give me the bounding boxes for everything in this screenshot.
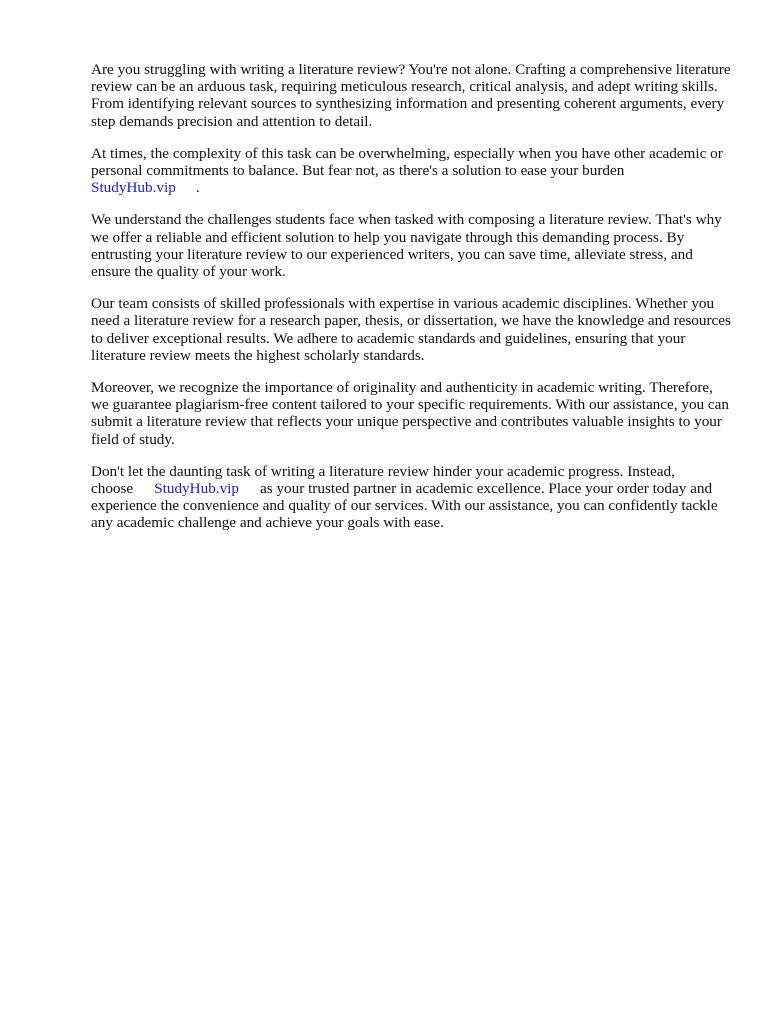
originality-paragraph: Moreover, we recognize the importance of originality and authenticity in academic writing. Therefore, we guarantee plagiarism-free content tailored to your specific requirements. With our assistance, you can submit a literature review that reflects your unique perspective and contributes valuable insights to your field of study.: [91, 379, 730, 448]
challenges-paragraph: We understand the challenges students face when tasked with composing a literature review. That's why we offer a reliable and efficient solution to help you navigate through this demanding process. By entrusting your literature review to our experienced writers, you can save time, alleviate stress, and ensure the quality of your work.: [91, 211, 722, 281]
studyhub-link-2[interactable]: StudyHub.vip: [154, 480, 239, 498]
burden-period: .: [195, 179, 200, 197]
studyhub-link[interactable]: StudyHub.vip: [91, 179, 176, 197]
burden-paragraph: [91, 145, 731, 197]
document-page: [91, 61, 731, 547]
closing-text-end: as your trusted partner in academic excellence. Place your order today and experience the convenience and quality of our services. With our assistance, you can confidently tackle any academic challenge and achieve your goals with ease.: [91, 480, 718, 532]
intro-paragraph: Are you struggling with writing a literature review? You're not alone. Crafting a comprehensive literature review can be an arduous task, requiring meticulous research, critical analysis, and adept writing skills. From identifying relevant sources to synthesizing information and presenting coherent arguments, every step demands precision and attention to detail.: [91, 61, 731, 130]
closing-paragraph: [91, 463, 731, 532]
team-paragraph: Our team consists of skilled professionals with expertise in various academic disciplines. Whether you need a literature review for a research paper, thesis, or dissertation, we have the knowledge and resources to deliver exceptional results. We adhere to academic standards and guidelines, ensuring that your literature review meets the highest scholarly standards.: [91, 295, 731, 364]
burden-text: At times, the complexity of this task can be overwhelming, especially when you have other academic or personal commitments to balance. But fear not, as there's a solution to ease your burden: [91, 144, 723, 180]
closing-text-start: Don't let the daunting task of writing a literature review hinder your academic progress. Instead, choose: [91, 462, 675, 498]
